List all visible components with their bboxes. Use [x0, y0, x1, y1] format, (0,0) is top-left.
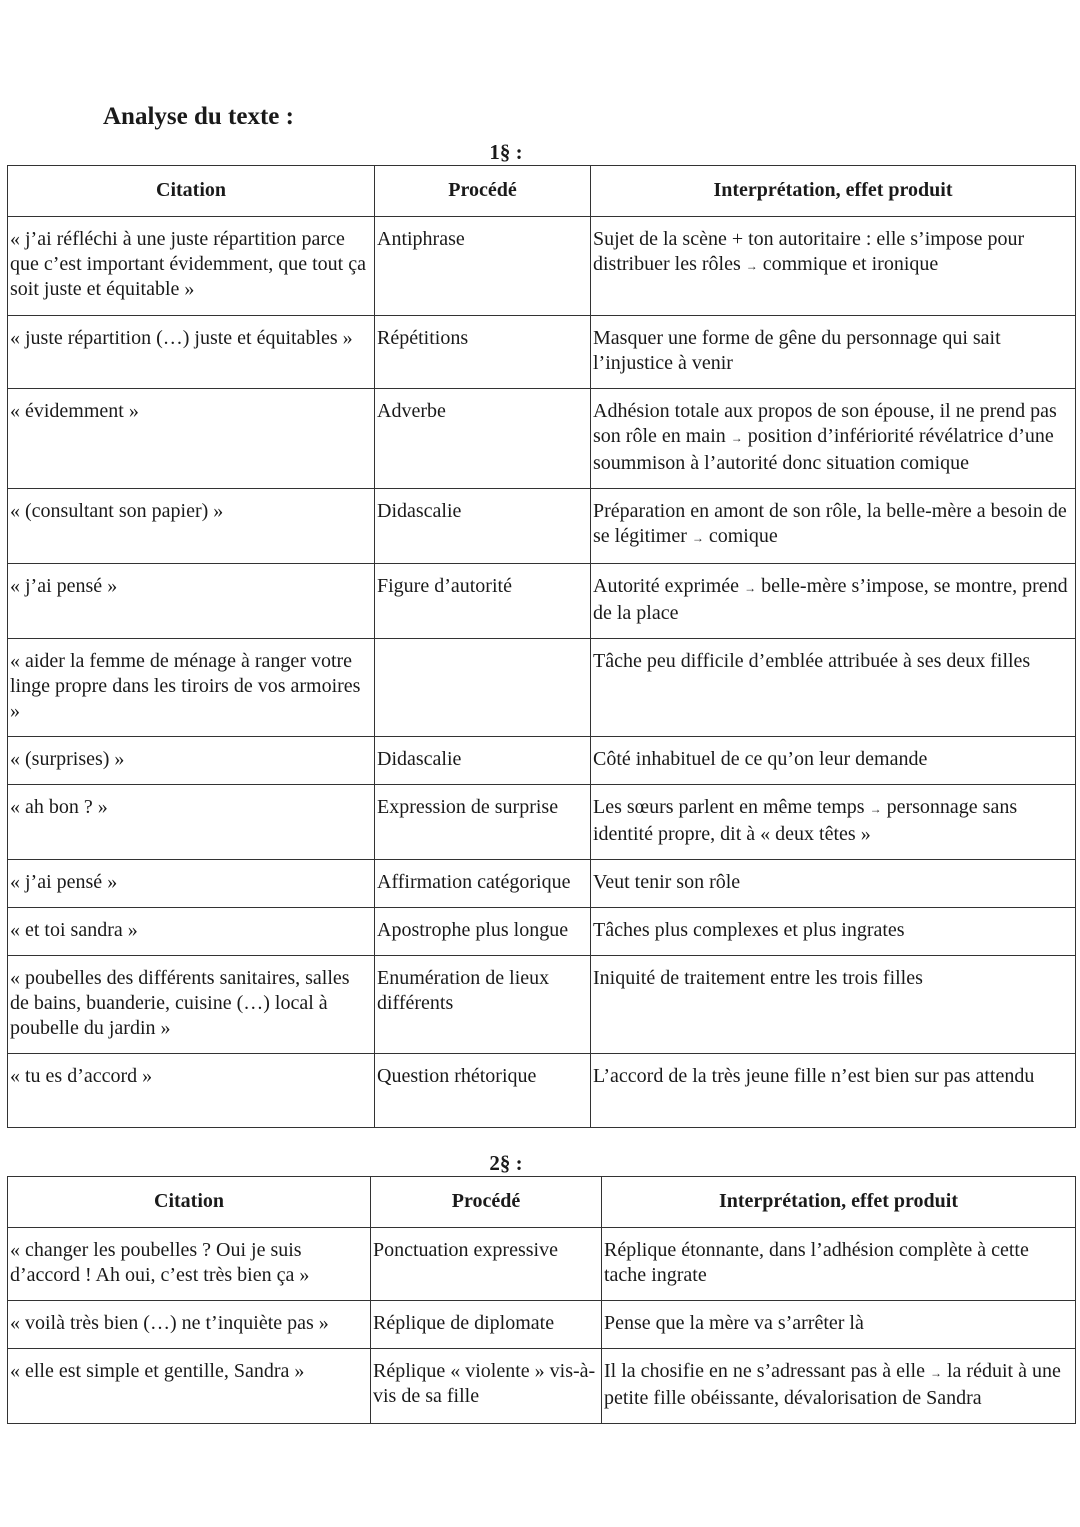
- column-header-procede: Procédé: [375, 166, 591, 217]
- interpretation-cell: L’accord de la très jeune fille n’est bien sur pas attendu: [591, 1054, 1076, 1128]
- procede-cell: Didascalie: [375, 737, 591, 785]
- table-row: [8, 860, 1076, 908]
- analysis-table-2: [7, 1176, 1076, 1424]
- arrow-icon: →: [730, 431, 743, 445]
- table-row: [8, 1228, 1076, 1301]
- procede-cell: Question rhétorique: [375, 1054, 591, 1128]
- column-header-interpretation: Interprétation, effet produit: [602, 1177, 1076, 1228]
- interpretation-cell: Iniquité de traitement entre les trois filles: [591, 956, 1076, 1054]
- arrow-icon: →: [869, 802, 882, 816]
- table-row: [8, 737, 1076, 785]
- procede-cell: Réplique de diplomate: [371, 1301, 602, 1349]
- interpretation-cell: Adhésion totale aux propos de son épouse, il ne prend pas son rôle en main → position d’infériorité révélatrice d’une soummison à l’autorité donc situation comique: [591, 389, 1076, 489]
- column-header-citation: Citation: [8, 166, 375, 217]
- interpretation-cell: Autorité exprimée → belle-mère s’impose, se montre, prend de la place: [591, 564, 1076, 639]
- table-row: [8, 1054, 1076, 1128]
- citation-cell: « j’ai réfléchi à une juste répartition parce que c’est important évidemment, que tout ça soit juste et équitable »: [8, 217, 375, 316]
- procede-cell: Figure d’autorité: [375, 564, 591, 639]
- citation-cell: « juste répartition (…) juste et équitables »: [8, 316, 375, 389]
- interpretation-cell: Les sœurs parlent en même temps → personnage sans identité propre, dit à « deux têtes »: [591, 785, 1076, 860]
- interpretation-cell: Sujet de la scène + ton autoritaire : elle s’impose pour distribuer les rôles → commique et ironique: [591, 217, 1076, 316]
- procede-cell: Réplique « violente » vis-à-vis de sa fille: [371, 1349, 602, 1424]
- column-header-citation: Citation: [8, 1177, 371, 1228]
- interpretation-cell: Masquer une forme de gêne du personnage qui sait l’injustice à venir: [591, 316, 1076, 389]
- table-row: [8, 564, 1076, 639]
- procede-cell: Expression de surprise: [375, 785, 591, 860]
- analysis-table-1: [7, 165, 1076, 1128]
- citation-cell: « évidemment »: [8, 389, 375, 489]
- table-row: [8, 489, 1076, 564]
- citation-cell: « poubelles des différents sanitaires, salles de bains, buanderie, cuisine (…) local à poubelle du jardin »: [8, 956, 375, 1054]
- interpretation-cell: Pense que la mère va s’arrêter là: [602, 1301, 1076, 1349]
- interpretation-cell: Côté inhabituel de ce qu’on leur demande: [591, 737, 1076, 785]
- citation-cell: « (consultant son papier) »: [8, 489, 375, 564]
- column-header-interpretation: Interprétation, effet produit: [591, 166, 1076, 217]
- citation-cell: « j’ai pensé »: [8, 564, 375, 639]
- interpretation-cell: Réplique étonnante, dans l’adhésion complète à cette tache ingrate: [602, 1228, 1076, 1301]
- arrow-icon: →: [691, 531, 704, 545]
- citation-cell: « voilà très bien (…) ne t’inquiète pas »: [8, 1301, 371, 1349]
- interpretation-cell: Préparation en amont de son rôle, la belle-mère a besoin de se légitimer → comique: [591, 489, 1076, 564]
- procede-cell: Répétitions: [375, 316, 591, 389]
- procede-cell: Enumération de lieux différents: [375, 956, 591, 1054]
- procede-cell: Ponctuation expressive: [371, 1228, 602, 1301]
- citation-cell: « elle est simple et gentille, Sandra »: [8, 1349, 371, 1424]
- table-row: [8, 389, 1076, 489]
- section-1-heading: 1§ :: [489, 140, 523, 164]
- table-row: [8, 217, 1076, 316]
- table-row: [8, 908, 1076, 956]
- table-row: [8, 1349, 1076, 1424]
- citation-cell: « ah bon ? »: [8, 785, 375, 860]
- arrow-icon: →: [744, 581, 757, 595]
- procede-cell: Affirmation catégorique: [375, 860, 591, 908]
- section-2-heading: 2§ :: [489, 1151, 523, 1175]
- arrow-icon: →: [745, 259, 758, 273]
- table-row: [8, 956, 1076, 1054]
- citation-cell: « et toi sandra »: [8, 908, 375, 956]
- table-row: [8, 316, 1076, 389]
- procede-cell: [375, 639, 591, 737]
- procede-cell: Antiphrase: [375, 217, 591, 316]
- citation-cell: « aider la femme de ménage à ranger votre linge propre dans les tiroirs de vos armoires »: [8, 639, 375, 737]
- page-title: Analyse du texte :: [103, 103, 294, 130]
- citation-cell: « j’ai pensé »: [8, 860, 375, 908]
- citation-cell: « changer les poubelles ? Oui je suis d’accord ! Ah oui, c’est très bien ça »: [8, 1228, 371, 1301]
- table-header-row: [8, 166, 1076, 217]
- interpretation-cell: Tâche peu difficile d’emblée attribuée à ses deux filles: [591, 639, 1076, 737]
- table-row: [8, 785, 1076, 860]
- interpretation-cell: Il la chosifie en ne s’adressant pas à elle → la réduit à une petite fille obéissante, dévalorisation de Sandra: [602, 1349, 1076, 1424]
- column-header-procede: Procédé: [371, 1177, 602, 1228]
- interpretation-cell: Veut tenir son rôle: [591, 860, 1076, 908]
- citation-cell: « tu es d’accord »: [8, 1054, 375, 1128]
- table-header-row: [8, 1177, 1076, 1228]
- procede-cell: Adverbe: [375, 389, 591, 489]
- table-row: [8, 1301, 1076, 1349]
- interpretation-cell: Tâches plus complexes et plus ingrates: [591, 908, 1076, 956]
- table-row: [8, 639, 1076, 737]
- citation-cell: « (surprises) »: [8, 737, 375, 785]
- arrow-icon: →: [929, 1366, 942, 1380]
- procede-cell: Apostrophe plus longue: [375, 908, 591, 956]
- procede-cell: Didascalie: [375, 489, 591, 564]
